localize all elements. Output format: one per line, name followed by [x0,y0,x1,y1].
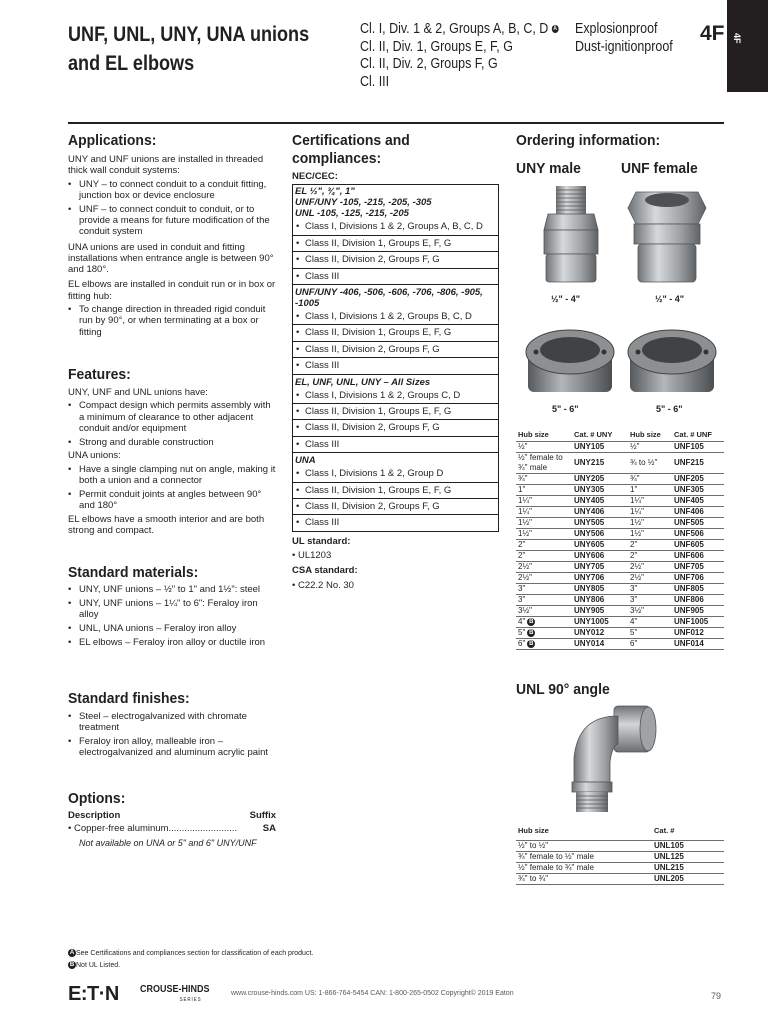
col-cat-uny: Cat. # UNY [574,430,613,439]
classification-list: Cl. I, Div. 1 & 2, Groups A, B, C, D A Cl. II, Div. 1, Groups E, F, G Cl. II, Div. 2, Groups F, G Cl. III [360,21,558,90]
finishes-section [68,690,276,761]
cert-item: • Class III [293,357,498,373]
footnotes [68,948,313,972]
table-row: 2½" UNY706 2½" UNF706 [516,573,724,584]
features-section [68,366,276,539]
table-row: ¾" UNY205 ¾" UNF205 [516,474,724,485]
crouse-hinds-logo: CROUSE-HINDS SERIES [140,984,210,1003]
unf-large-size-caption: 5" - 6" [656,404,683,414]
protection-types: Explosionproof Dust-ignitionproof [575,21,673,55]
col-hub-size-unf: Hub size [630,430,661,439]
csa-standard-label: CSA standard: [292,565,358,577]
table-row: ½" female to ¾" male UNY215 ¾ to ½" UNF215 [516,453,724,474]
list-item: • EL elbows – Feraloy iron alloy or ductile iron [68,637,276,648]
unf-large-union-image [624,322,720,400]
eaton-logo: E:T·N [68,983,119,1005]
csa-standard-value: • C22.2 No. 30 [292,579,354,591]
cert-item: • Class II, Division 2, Groups F, G [293,341,498,357]
table-row: ½" female to ¾" male UNL215 [516,863,724,874]
list-item: • UNY, UNF unions – 1¼" to 6": Feraloy iron alloy [68,598,276,621]
list-item: • UNF – to connect conduit to conduit, or to provide a means for future modification of the conduit system [68,204,276,238]
materials-heading: Standard materials: [68,564,199,581]
footer-contact-line: www.crouse-hinds.com US: 1-866-764-5454 CAN: 1-800-265-0502 Copyright© 2019 Eaton [231,990,514,997]
cert-item: • Class III [293,268,498,284]
table-row: 5" B UNY012 5" UNF012 [516,628,724,639]
unf-female-heading: UNF female [621,160,698,177]
table-row: ½" UNY105 ½" UNF105 [516,442,724,453]
certifications-heading: Certifications and compliances: [292,132,410,167]
applications-una-text: UNA unions are used in conduit and fitting installations when entrance angle is between 90° and 180°. [68,241,274,276]
uny-small-size-caption: ½" - 4" [551,294,581,304]
ul-standard-label: UL standard: [292,535,351,547]
list-item: • Feraloy iron alloy, malleable iron – electrogalvanized and aluminum acrylic paint [68,736,276,759]
list-item: • Compact design which permits assembly with a minimum of clearance to other adjacent conduit and/or equipment [68,400,276,434]
footnote-a-marker: A [553,26,558,33]
section-code: 4F [700,22,725,45]
ordering-heading: Ordering information: [516,132,661,149]
table-row: 2½" UNY705 2½" UNF705 [516,562,724,573]
cert-group-4: UNA • Class I, Divisions 1 & 2, Group D • Class II, Division 1, Groups E, F, G • Class II, Division 2, Groups F, G • Class III [293,452,498,531]
features-heading: Features: [68,366,131,383]
table-row: 2" UNY605 2" UNF605 [516,540,724,551]
table-row: 6" B UNY014 6" UNF014 [516,639,724,650]
table-row: 1" UNY305 1" UNF305 [516,485,724,496]
options-col-suffix: Suffix [249,810,276,821]
certifications-table [292,184,499,532]
ul-standard-value: • UL1203 [292,550,332,562]
cert-item: • Class III [293,514,498,530]
cert-item: • Class I, Divisions 1 & 2, Groups C, D [295,388,496,403]
uny-large-union-image [522,322,618,400]
unl-table [516,826,724,885]
cert-item: • Class I, Divisions 1 & 2, Groups B, C, D [295,309,496,324]
options-section: Options: Description Suffix • Copper-free aluminum.......................... SA Not available on UNA or 5" and 6" UNY/UNF [68,790,276,848]
list-item: • Permit conduit joints at angles between 90° and 180° [68,489,276,512]
table-row: 3" UNY806 3" UNF806 [516,595,724,606]
table-row: 1¼" UNY405 1¼" UNF405 [516,496,724,507]
page-number: 79 [711,991,722,1001]
footnote-a: A See Certifications and compliances section for classification of each product. [69,950,314,957]
table-row: 1¼" UNY406 1¼" UNF406 [516,507,724,518]
list-item: • To change direction in threaded rigid conduit run by 90°, or when terminating at a box or fitting [68,304,276,338]
cert-group-3: EL, UNF, UNL, UNY – All Sizes • Class I, Divisions 1 & 2, Groups C, D • Class II, Division 1, Groups E, F, G • Class II, Division 2, Groups F, G • Class III [293,374,498,453]
cert-group-2: UNF/UNY -406, -506, -606, -706, -806, -905, -1005 • Class I, Divisions 1 & 2, Groups B, C, D • Class II, Division 1, Groups E, F, G • Class II, Division 2, Groups F, G • Class III [293,284,498,374]
table-row: ½" to ½" UNL105 [516,841,724,852]
nec-cec-label: NEC/CEC: [292,171,338,182]
option-suffix-sa: SA [262,823,276,835]
footnote-b-marker: B [529,629,534,636]
cert-group-1: EL ½", ¾", 1" UNF/UNY -105, -215, -205, -305 UNL -105, -125, -215, -205 • Class I, Divisions 1 & 2, Groups A, B, C, D • Class II, Division 1, Groups E, F, G • Class II, Division 2, Groups F, G • Class III [295,185,496,284]
options-heading: Options: [68,790,126,807]
applications-heading: Applications: [68,132,157,149]
options-note: Not available on UNA or 5" and 6" UNY/UNF [79,837,257,848]
cert-item: • Class II, Division 1, Groups E, F, G [293,482,498,498]
page-title: UNF, UNL, UNY, UNA unions and EL elbows [68,23,310,75]
cert-item: • Class II, Division 1, Groups E, F, G [293,324,498,340]
col-unl-cat: Cat. # [654,826,675,835]
list-item: • Steel – electrogalvanized with chromate treatment [68,711,276,734]
table-row: 1½" UNY505 1½" UNF505 [516,518,724,529]
list-item: • UNL, UNA unions – Feraloy iron alloy [68,623,276,634]
applications-section [68,132,276,340]
unl-angle-union-image [560,702,670,814]
table-row: 3½" UNY905 3½" UNF905 [516,606,724,617]
col-cat-unf: Cat. # UNF [674,430,712,439]
features-el-text: EL elbows have a smooth interior and are both strong and compact. [68,513,265,537]
col-hub-size-uny: Hub size [518,430,549,439]
features-una-intro: UNA unions: [68,450,121,462]
section-tab-label: 4F [732,33,742,44]
uny-large-size-caption: 5" - 6" [552,404,579,414]
header-divider [68,122,724,124]
col-unl-hub-size: Hub size [518,826,549,835]
materials-section [68,564,276,650]
options-col-description: Description [68,810,121,821]
cert-item: • Class II, Division 1, Groups E, F, G [293,403,498,419]
cert-item: • Class III [293,436,498,452]
certifications-section [292,132,500,591]
unl-heading: UNL 90° angle [516,681,610,698]
cert-item: • Class I, Divisions 1 & 2, Groups A, B, C, D [295,219,496,234]
option-copper-free: Copper-free aluminum.......................... [73,823,238,835]
footnote-b-marker: B [529,618,534,625]
ordering-table [516,430,724,650]
footnote-b: B Not UL Listed. [69,962,121,969]
cert-item: • Class II, Division 1, Groups E, F, G [293,235,498,251]
table-row: ¾" female to ½" male UNL125 [516,852,724,863]
cert-item: • Class II, Division 2, Groups F, G [293,251,498,267]
list-item: • UNY – to connect conduit to a conduit fitting, junction box or device enclosure [68,179,276,202]
applications-el-text: EL elbows are installed in conduit run or in box or fitting hub: [68,279,276,302]
table-row: 1½" UNY506 1½" UNF506 [516,529,724,540]
table-row: 4" B UNY1005 4" UNF1005 [516,617,724,628]
footnote-b-marker: B [529,640,534,647]
cert-item: • Class II, Division 2, Groups F, G [293,419,498,435]
table-row: ¾" to ¾" UNL205 [516,874,724,885]
table-row: 3" UNY805 3" UNF805 [516,584,724,595]
table-row: 2" UNY606 2" UNF606 [516,551,724,562]
uny-male-heading: UNY male [516,160,581,177]
unf-small-union-image [622,186,712,290]
unf-small-size-caption: ½" - 4" [655,294,685,304]
applications-intro: UNY and UNF unions are installed in threaded thick wall conduit systems: [68,154,264,177]
list-item: • Strong and durable construction [68,437,276,448]
features-intro: UNY, UNF and UNL unions have: [68,387,208,398]
cert-item: • Class II, Division 2, Groups F, G [293,498,498,514]
uny-small-union-image [530,180,614,290]
list-item: • Have a single clamping nut on angle, making it both a union and a connector [68,464,276,487]
cert-item: • Class I, Divisions 1 & 2, Group D [295,466,496,481]
list-item: • UNY, UNF unions – ½" to 1" and 1½": steel [68,584,276,595]
finishes-heading: Standard finishes: [68,690,190,707]
